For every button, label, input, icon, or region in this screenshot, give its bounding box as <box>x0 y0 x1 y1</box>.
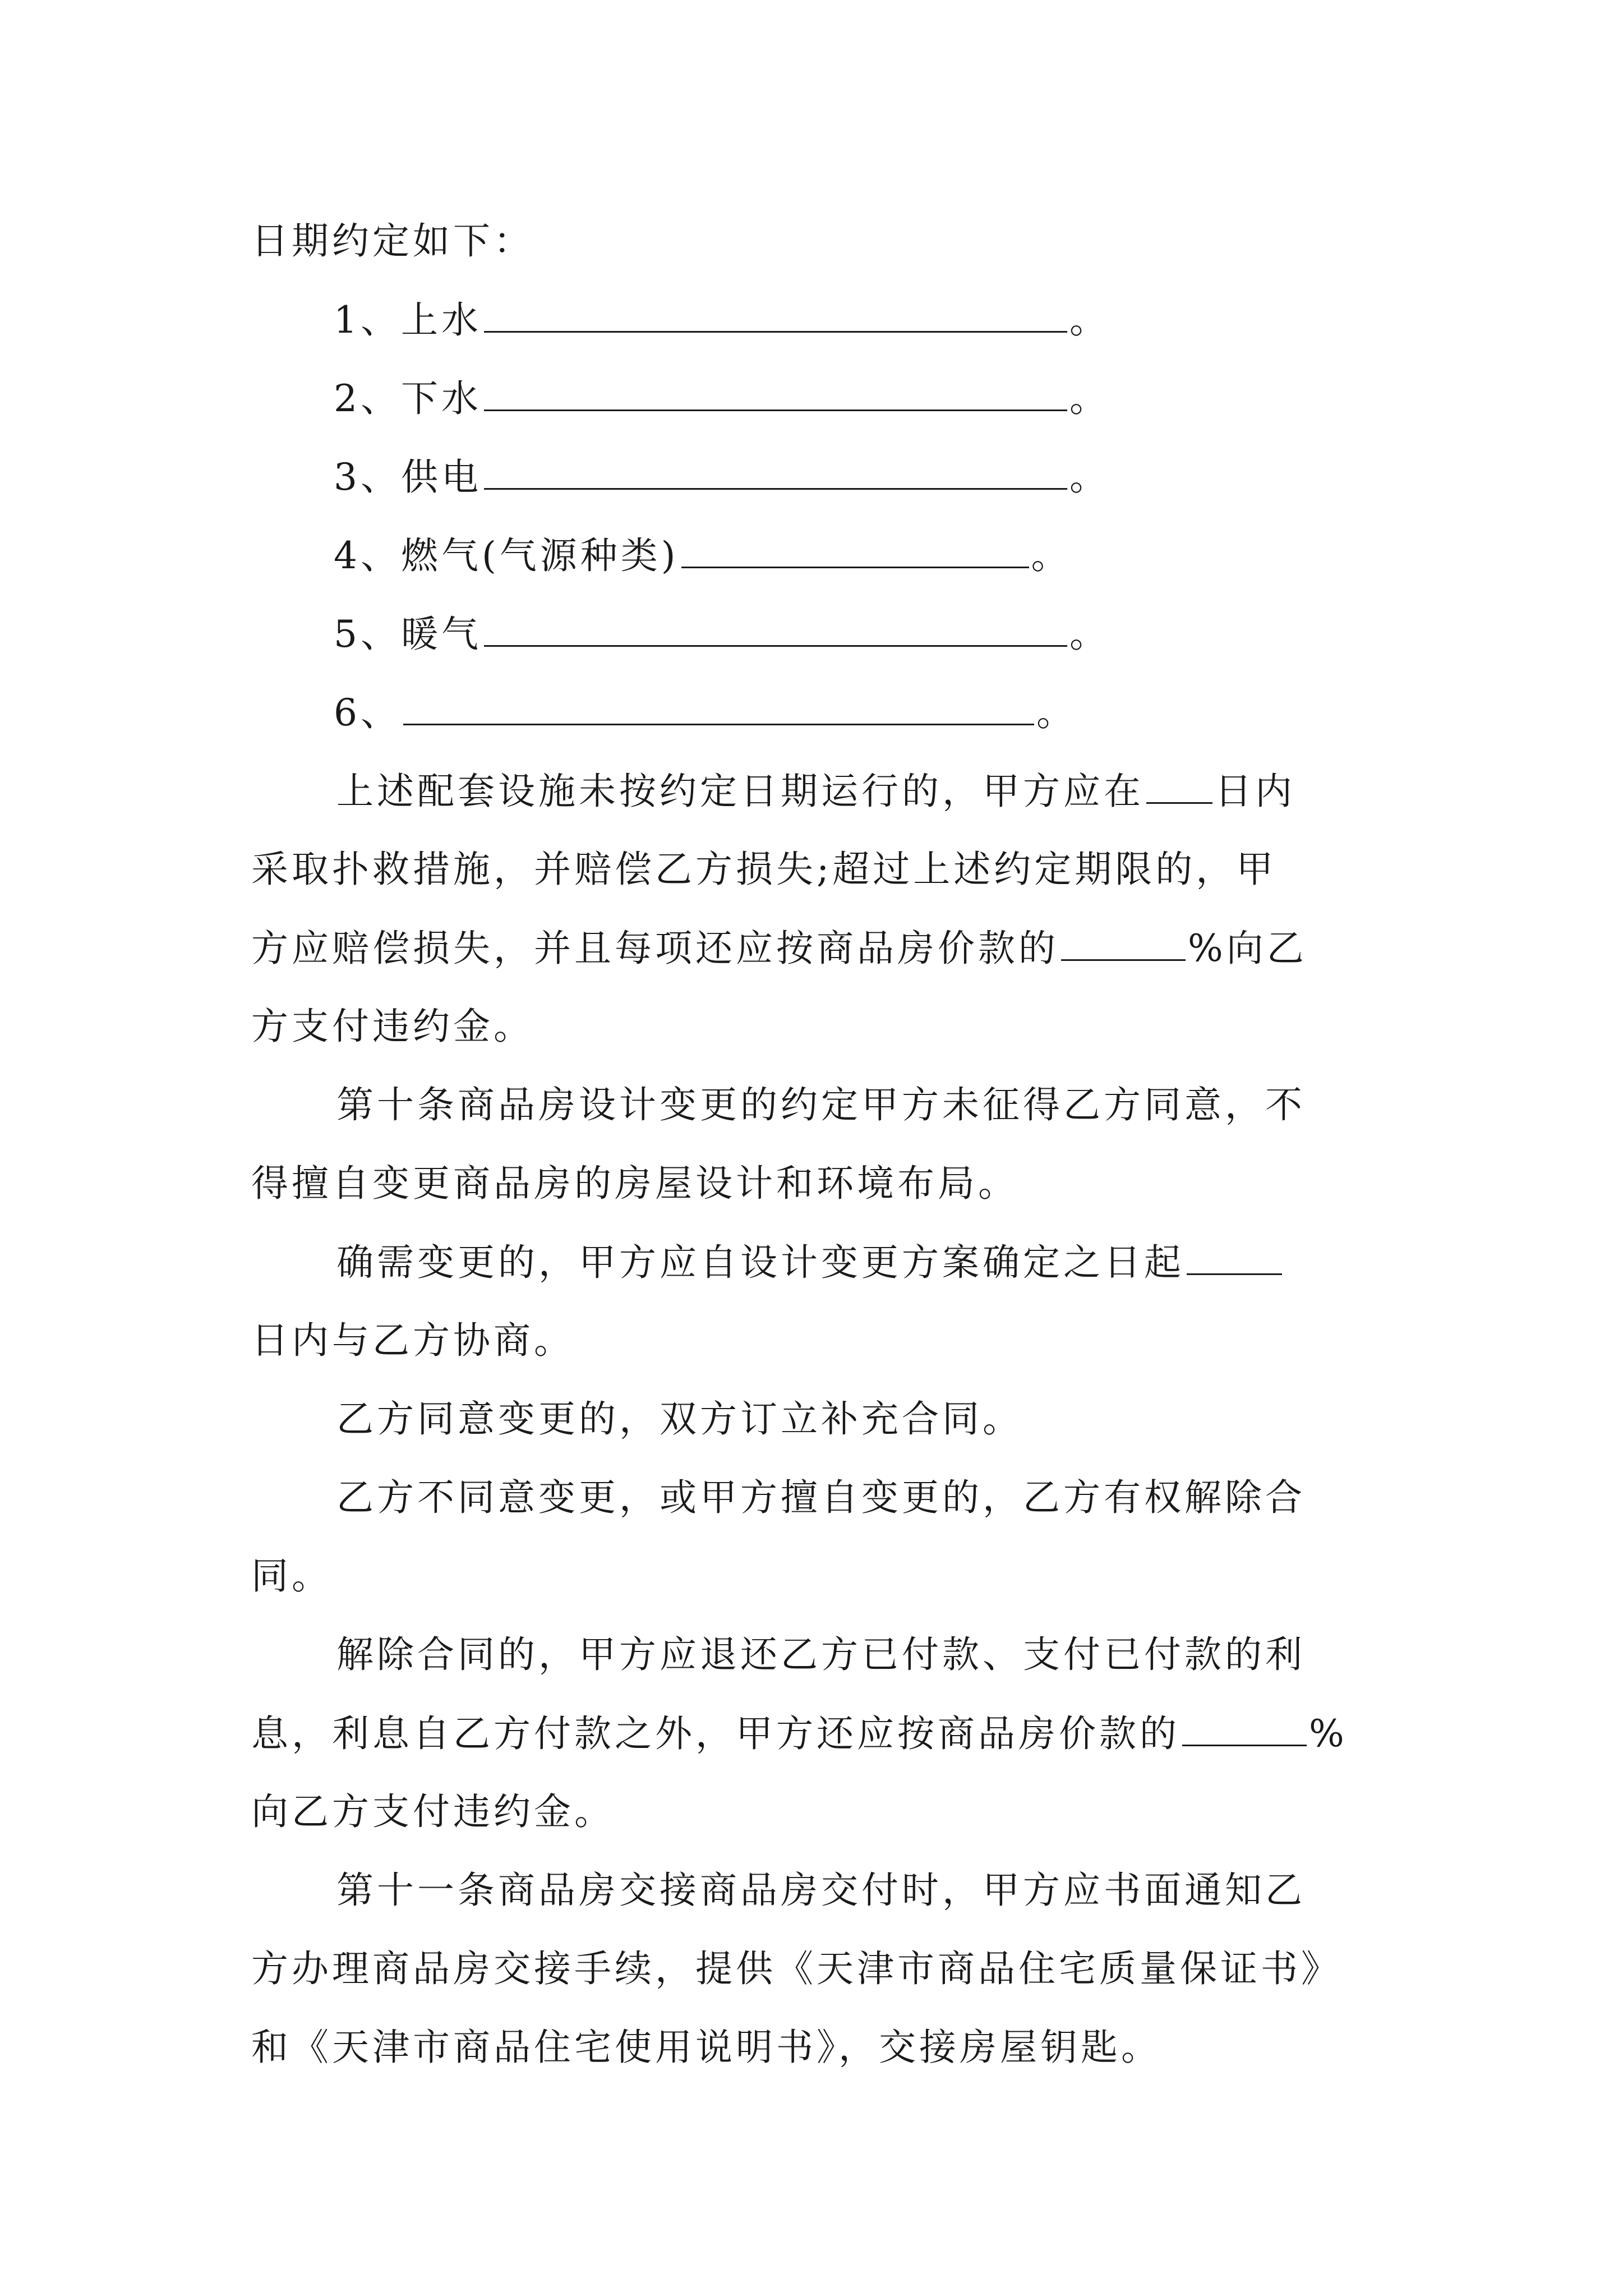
intro-line <box>251 219 534 264</box>
paragraph-line <box>251 926 1307 971</box>
item-number: 4、 <box>334 534 401 577</box>
paragraph-text: 同。 <box>251 1554 332 1598</box>
fill-blank <box>484 376 1067 411</box>
list-item <box>334 690 1077 735</box>
fill-blank <box>1146 769 1212 804</box>
paragraph-text: 方支付违约金。 <box>251 1005 534 1048</box>
paragraph-text: 解除合同的，甲方应退还乙方已付款、支付已付款的利 <box>336 1633 1306 1676</box>
paragraph-text: 第十条商品房设计变更的约定甲方未征得乙方同意，不 <box>336 1083 1306 1126</box>
item-label: 燃气(气源种类) <box>401 534 679 577</box>
list-item <box>334 533 1072 578</box>
item-number: 3、 <box>334 455 401 499</box>
fill-blank <box>484 297 1067 333</box>
item-number: 5、 <box>334 613 401 656</box>
paragraph-line <box>336 1632 1306 1677</box>
paragraph-text: 乙方不同意变更，或甲方擅自变更的，乙方有权解除合 <box>336 1476 1306 1519</box>
fill-blank <box>1187 1240 1282 1275</box>
fill-blank <box>484 611 1067 647</box>
paragraph-text: 得擅自变更商品房的房屋设计和环境布局。 <box>251 1162 1018 1205</box>
paragraph-line <box>251 1789 615 1834</box>
item-end: 。 <box>1031 534 1072 577</box>
fill-blank <box>681 533 1029 568</box>
paragraph-text: 乙方同意变更的，双方订立补充合同。 <box>336 1397 1023 1441</box>
paragraph-line <box>336 1083 1306 1128</box>
item-number: 6、 <box>334 691 401 734</box>
intro-text: 日期约定如下： <box>251 219 534 263</box>
paragraph-text: 方应赔偿损失，并且每项还应按商品房价款的 <box>251 927 1059 970</box>
paragraph-line <box>251 2025 1161 2070</box>
fill-blank <box>1182 1711 1307 1746</box>
item-label: 暖气 <box>401 613 482 656</box>
list-item <box>334 454 1110 500</box>
paragraph-text: 和《天津市商品住宅使用说明书》，交接房屋钥匙。 <box>251 2026 1161 2069</box>
item-label: 下水 <box>401 377 482 420</box>
paragraph-line <box>251 1004 534 1049</box>
paragraph-line <box>336 769 1295 814</box>
paragraph-text: 向乙方支付违约金。 <box>251 1790 615 1833</box>
paragraph-text: 第十一条商品房交接商品房交付时，甲方应书面通知乙 <box>336 1869 1306 1912</box>
paragraph-line <box>251 1947 1341 1991</box>
item-label: 上水 <box>401 298 482 342</box>
list-item <box>334 611 1110 657</box>
paragraph-text: % <box>1309 1712 1348 1755</box>
paragraph-text: 息，利息自乙方付款之外，甲方还应按商品房价款的 <box>251 1712 1180 1755</box>
paragraph-line <box>336 1240 1284 1285</box>
item-end: 。 <box>1036 691 1077 734</box>
paragraph-line <box>251 1554 332 1599</box>
paragraph-text: 采取扑救措施，并赔偿乙方损失;超过上述约定期限的，甲 <box>251 848 1277 891</box>
fill-blank <box>403 690 1034 725</box>
paragraph-text: 日内 <box>1215 770 1295 813</box>
paragraph-line <box>336 1475 1306 1520</box>
list-item <box>334 376 1110 421</box>
paragraph-line <box>336 1397 1023 1442</box>
item-end: 。 <box>1069 298 1110 342</box>
paragraph-text: %向乙 <box>1188 927 1307 970</box>
fill-blank <box>1061 926 1186 961</box>
list-item <box>334 297 1110 343</box>
item-end: 。 <box>1069 377 1110 420</box>
paragraph-text: 上述配套设施未按约定日期运行的，甲方应在 <box>336 770 1144 813</box>
item-end: 。 <box>1069 455 1110 499</box>
item-label: 供电 <box>401 455 482 499</box>
paragraph-line <box>251 847 1276 892</box>
item-end: 。 <box>1069 613 1110 656</box>
paragraph-line <box>251 1711 1348 1756</box>
paragraph-line <box>251 1318 574 1363</box>
paragraph-text: 确需变更的，甲方应自设计变更方案确定之日起 <box>336 1241 1184 1284</box>
paragraph-text: 方办理商品房交接手续，提供《天津市商品住宅质量保证书》 <box>251 1947 1341 1990</box>
item-number: 1、 <box>334 298 401 342</box>
paragraph-line <box>336 1868 1306 1913</box>
fill-blank <box>484 454 1067 490</box>
paragraph-line <box>251 1161 1018 1206</box>
paragraph-text: 日内与乙方协商。 <box>251 1319 574 1362</box>
item-number: 2、 <box>334 377 401 420</box>
